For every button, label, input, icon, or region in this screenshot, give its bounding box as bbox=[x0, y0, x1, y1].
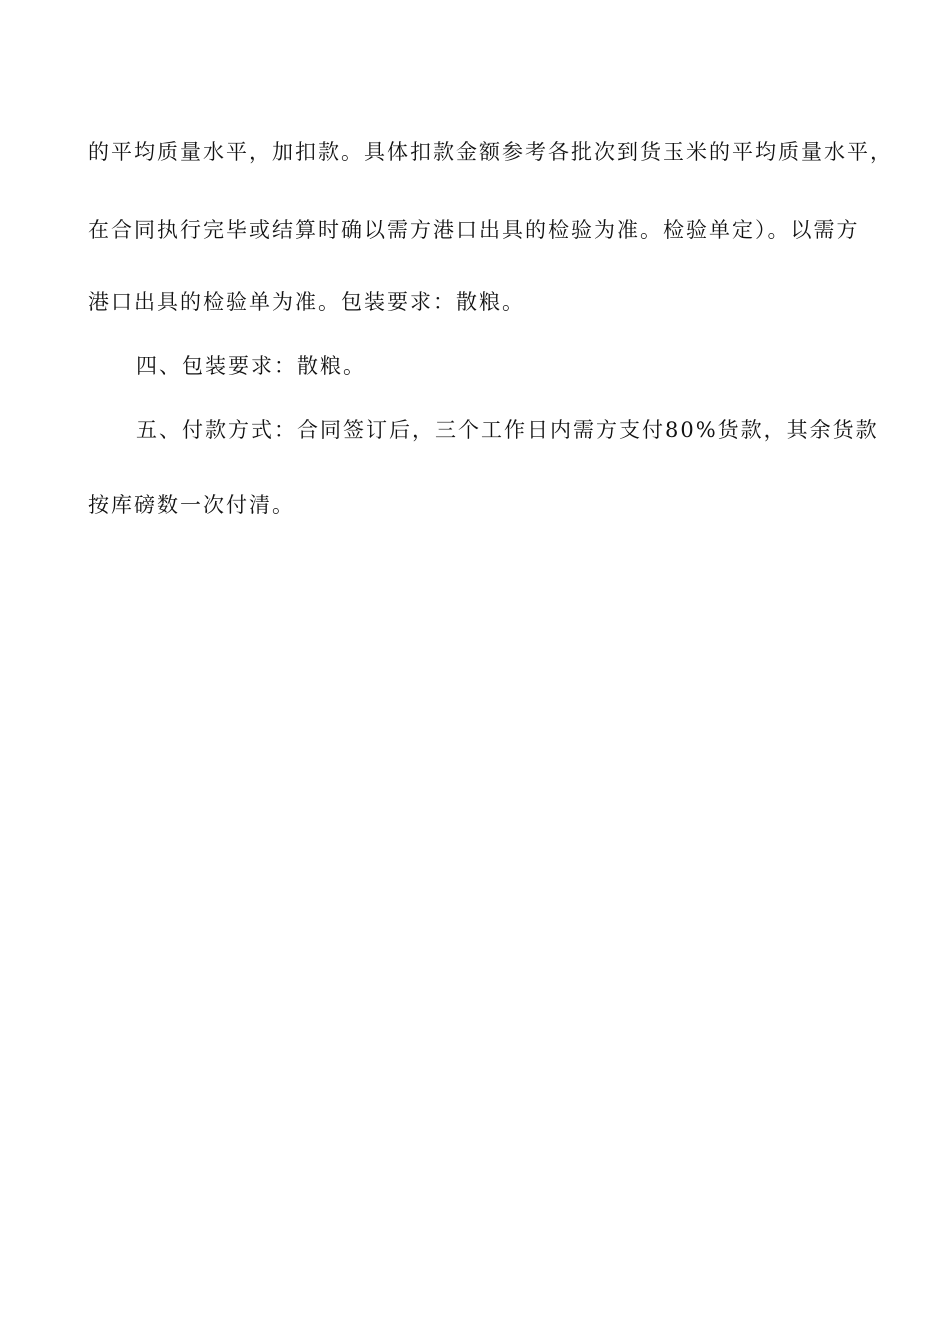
paragraph-line-1: 的平均质量水平，加扣款。具体扣款金额参考各批次到货玉米的平均质量水平， bbox=[88, 140, 893, 164]
section-five-payment-line-1: 五、付款方式：合同签订后，三个工作日内需方支付80%货款，其余货款 bbox=[136, 418, 879, 442]
section-five-payment-line-2: 按库磅数一次付清。 bbox=[88, 493, 295, 517]
section-four-packaging: 四、包装要求：散粮。 bbox=[136, 354, 366, 378]
paragraph-line-2: 在合同执行完毕或结算时确以需方港口出具的检验为准。检验单定）。以需方 bbox=[88, 218, 860, 242]
paragraph-line-3: 港口出具的检验单为准。包装要求：散粮。 bbox=[88, 290, 525, 314]
